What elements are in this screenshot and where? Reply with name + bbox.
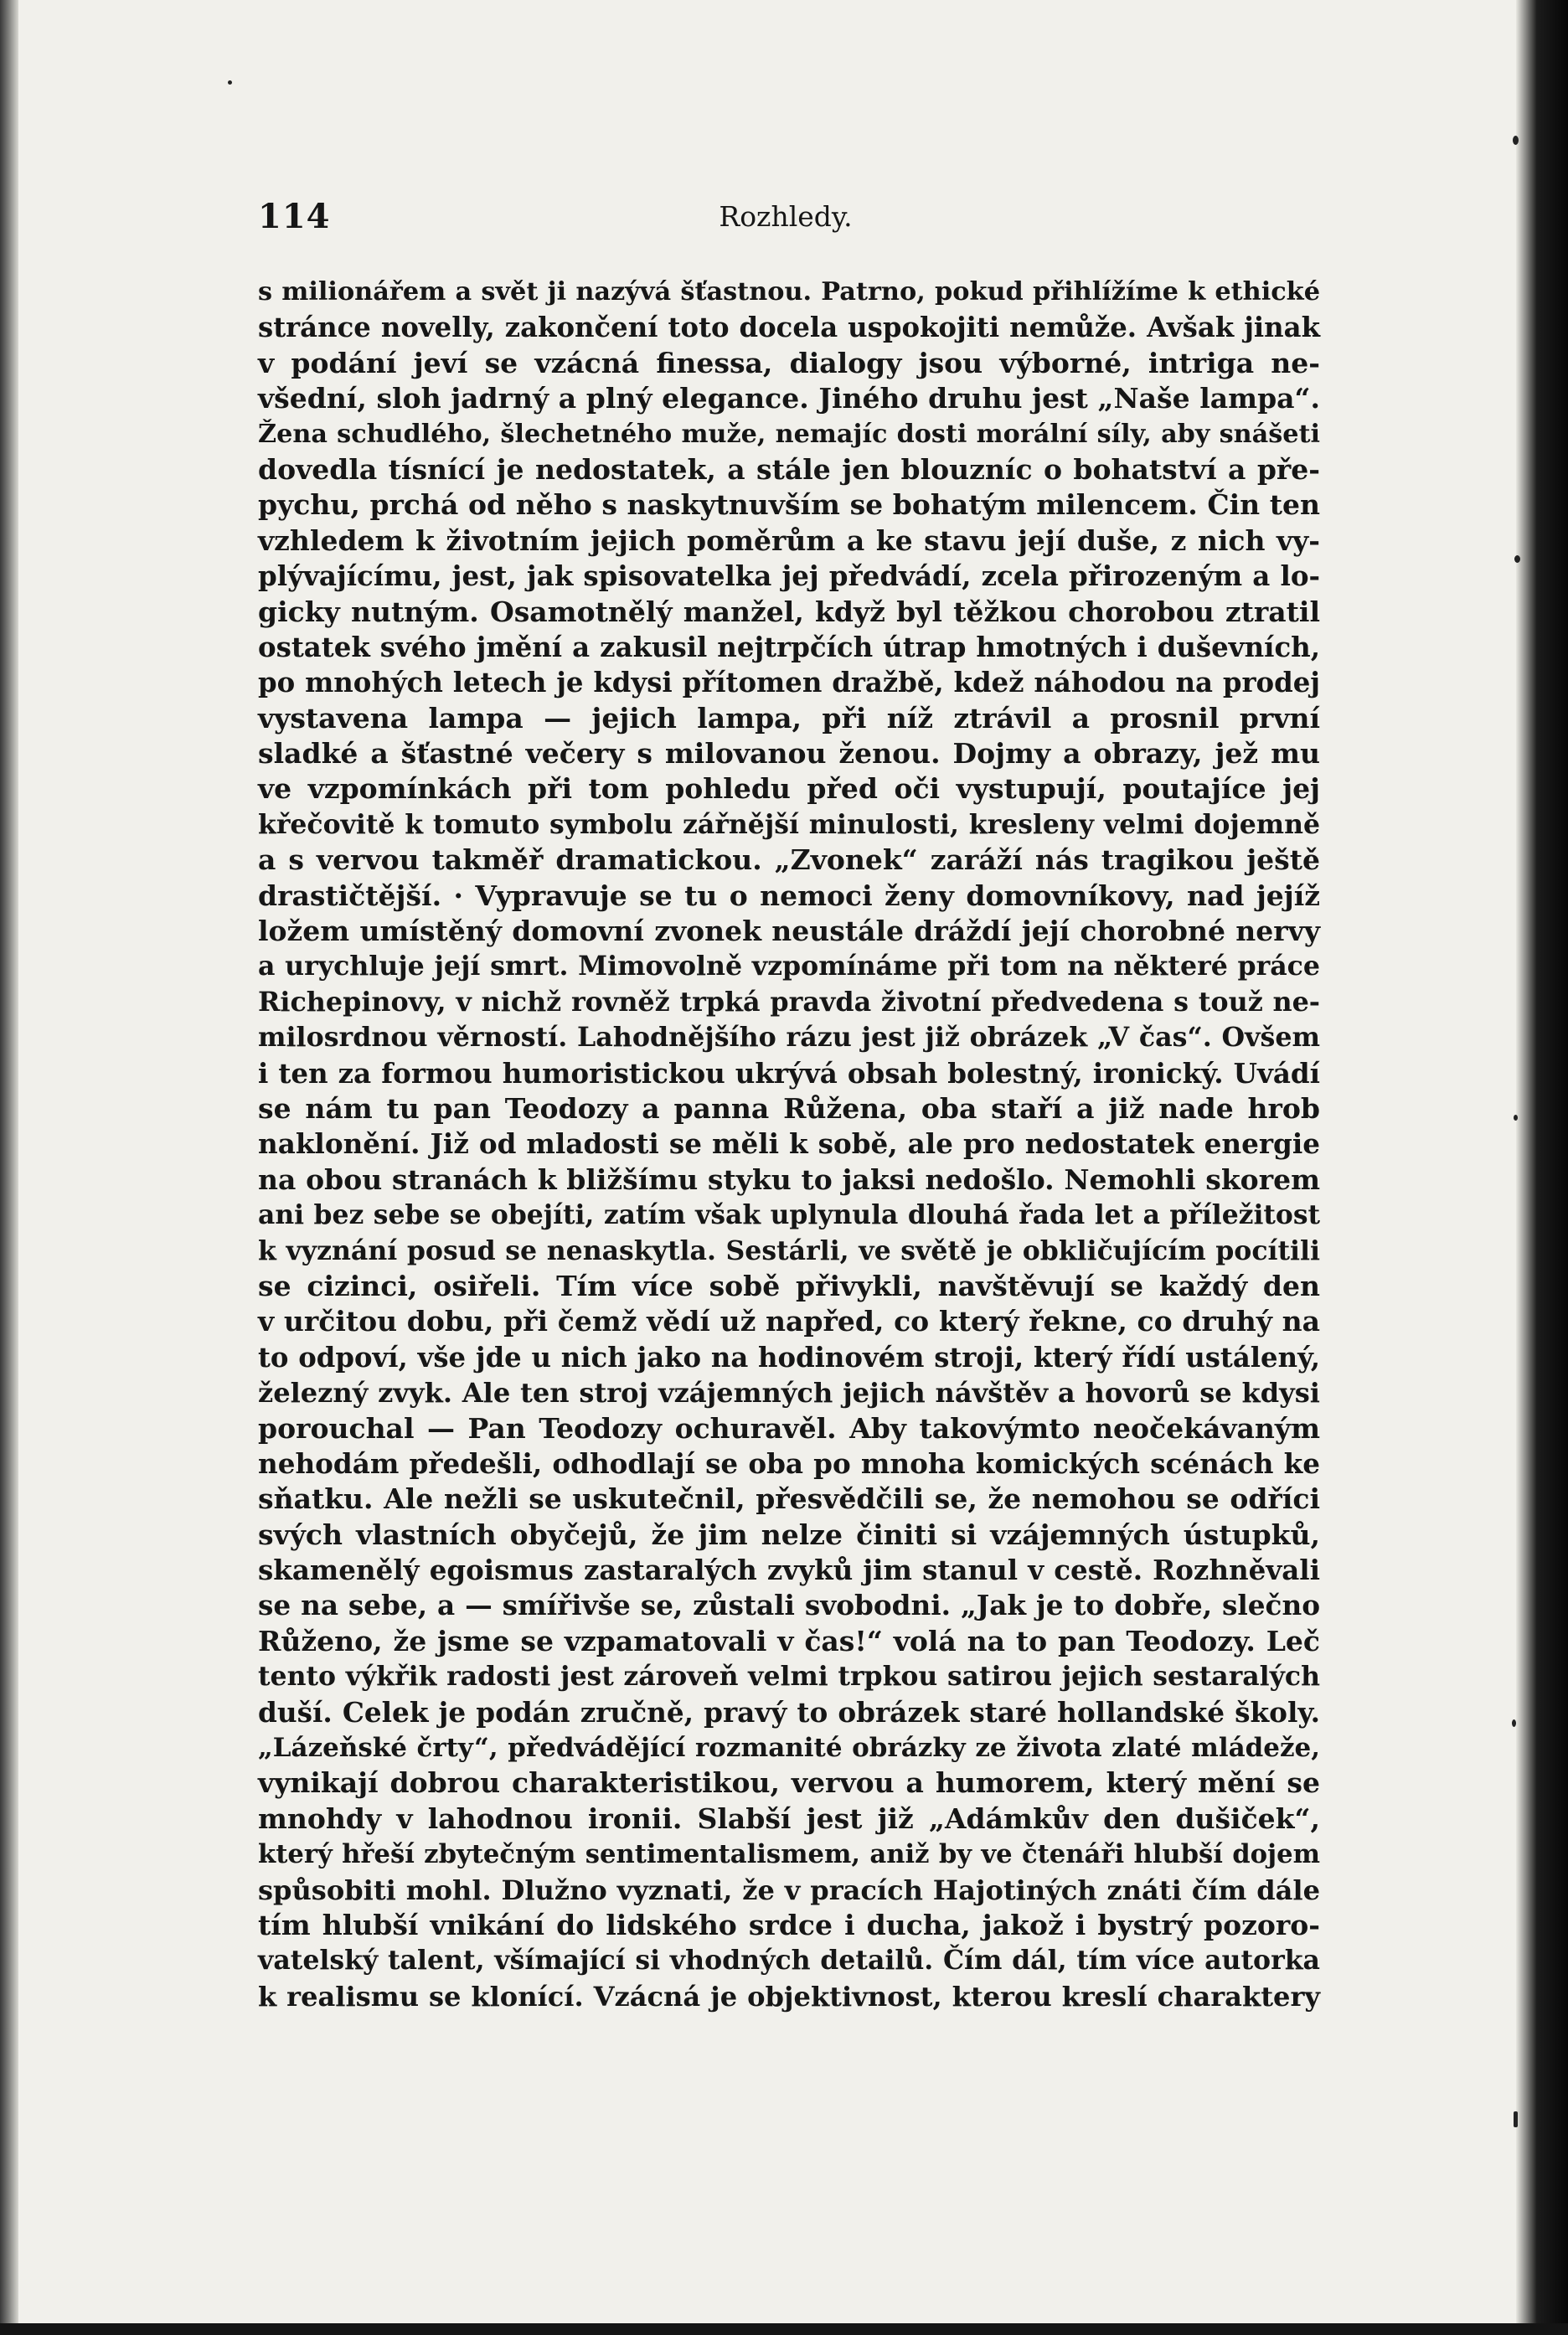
text-line: sňatku. Ale nežli se uskutečnil, přesvědčili se, že nemohou se odříci (258, 1482, 1320, 1516)
text-line: a s vervou takměř dramatickou. „Zvonek“ zaráží nás tragikou ještě (258, 843, 1320, 877)
text-line: ve vzpomínkách při tom pohledu před oči vystupují, poutajíce jej (258, 772, 1320, 806)
running-title: Rozhledy. (719, 200, 853, 233)
text-line: gicky nutným. Osamotnělý manžel, když byl těžkou chorobou ztratil (258, 595, 1320, 628)
text-line: v podání jeví se vzácná finessa, dialogy jsou výborné, intriga ne- (258, 346, 1320, 379)
text-line: tím hlubší vnikání do lidského srdce i ducha, jakož i bystrý pozoro- (258, 1908, 1320, 1941)
text-line: stránce novelly, zakončení toto docela uspokojiti nemůže. Avšak jinak (258, 312, 1320, 344)
text-line: vzhledem k životním jejich poměrům a ke stavu její duše, z nich vy- (258, 523, 1320, 557)
text-line: a urychluje její smrt. Mimovolně vzpomínáme při tom na některé práce (258, 951, 1320, 982)
text-line: vatelský talent, všímající si vhodných detailů. Čím dál, tím více autorka (258, 1945, 1320, 1977)
scan-right-edge (1516, 0, 1568, 2335)
text-line: to odpoví, vše jde u nich jako na hodinovém stroji, který řídí ustálený, (258, 1341, 1320, 1374)
text-line: vystavena lampa — jejich lampa, při níž ztrávil a prosnil první (258, 701, 1320, 735)
text-line: dovedla tísnící je nedostatek, a stále jen blouzníc o bohatství a pře- (258, 452, 1320, 486)
body-text (258, 275, 1320, 2014)
text-line: se na sebe, a — smířivše se, zůstali svobodni. „Jak je to dobře, slečno (258, 1589, 1320, 1622)
scan-left-edge (0, 0, 18, 2335)
text-line: porouchal — Pan Teodozy ochuravěl. Aby takovýmto neočekávaným (258, 1411, 1320, 1445)
text-line: s milionářem a svět ji nazývá šťastnou. Patrno, pokud přihlížíme k ethické (258, 277, 1320, 307)
text-line: svých vlastních obyčejů, že jim nelze činiti si vzájemných ústupků, (258, 1518, 1320, 1551)
text-line: se nám tu pan Teodozy a panna Růžena, oba staří a již nade hrob (258, 1091, 1320, 1125)
text-line: spůsobiti mohl. Dlužno vyznati, že v pracích Hajotiných znáti čím dále (258, 1874, 1320, 1906)
text-line: nehodám předešli, odhodlají se oba po mnoha komických scénách ke (258, 1446, 1320, 1480)
page-number: 114 (258, 197, 331, 236)
text-line: Růženo, že jsme se vzpamatovali v čas!“ volá na to pan Teodozy. Leč (258, 1624, 1320, 1657)
text-line: skamenělý egoismus zastaralých zvyků jim stanul v cestě. Rozhněvali (258, 1554, 1320, 1587)
text-line: Žena schudlého, šlechetného muže, nemajíc dosti morální síly, aby snášeti (258, 419, 1320, 449)
text-line: naklonění. Již od mladosti se měli k sobě, ale pro nedostatek energie (258, 1127, 1320, 1161)
scan-speck (228, 80, 232, 85)
scan-speck (1514, 555, 1520, 563)
scan-speck (1512, 1719, 1516, 1727)
text-line: sladké a šťastné večery s milovanou ženou. Dojmy a obrazy, jež mu (258, 737, 1320, 771)
text-line: v určitou dobu, při čemž vědí už napřed, co který řekne, co druhý na (258, 1305, 1320, 1338)
text-line: ani bez sebe se obejíti, zatím však uplynula dlouhá řada let a příležitost (258, 1200, 1320, 1231)
text-line: milosrdnou věrností. Lahodnějšího rázu jest již obrázek „V čas“. Ovšem (258, 1022, 1320, 1054)
page-header (258, 197, 1313, 239)
text-line: na obou stranách k bližšímu styku to jaksi nedošlo. Nemohli skorem (258, 1162, 1320, 1196)
text-line: drastičtější. · Vypravuje se tu o nemoci ženy domovníkovy, nad jejíž (258, 879, 1320, 912)
text-line: pychu, prchá od něho s naskytnuvším se bohatým milencem. Čin ten (258, 488, 1320, 522)
scan-speck (1513, 136, 1519, 145)
text-line: i ten za formou humoristickou ukrývá obsah bolestný, ironický. Uvádí (258, 1056, 1320, 1090)
text-line: vynikají dobrou charakteristikou, vervou a humorem, který mění se (258, 1766, 1320, 1800)
text-line: ostatek svého jmění a zakusil nejtrpčích útrap hmotných i duševních, (258, 631, 1320, 663)
text-line: k realismu se klonící. Vzácná je objektivnost, kterou kreslí charaktery (258, 1980, 1320, 2013)
text-line: Richepinovy, v nichž rovněž trpká pravda životní předvedena s touž ne- (258, 986, 1320, 1018)
text-line: k vyznání posud se nenaskytla. Sestárli, ve světě je obkličujícím pocítili (258, 1235, 1320, 1266)
text-line: tento výkřik radosti jest zároveň velmi trpkou satirou jejich sestaralých (258, 1661, 1320, 1693)
text-line: který hřeší zbytečným sentimentalismem, aniž by ve čtenáři hlubší dojem (258, 1839, 1320, 1870)
text-line: se cizinci, osiřeli. Tím více sobě přivykli, navštěvují se každý den (258, 1269, 1320, 1302)
scan-speck (1514, 2111, 1518, 2127)
scan-speck (1514, 1115, 1518, 1121)
text-line: ložem umístěný domovní zvonek neustále dráždí její chorobné nervy (258, 915, 1320, 948)
text-line: plývajícímu, jest, jak spisovatelka jej předvádí, zcela přirozeným a lo- (258, 559, 1320, 593)
text-line: křečovitě k tomuto symbolu zářnější minulosti, kresleny velmi dojemně (258, 808, 1320, 840)
text-line: železný zvyk. Ale ten stroj vzájemných jejich návštěv a hovorů se kdysi (258, 1377, 1320, 1410)
text-line: „Lázeňské črty“, předvádějící rozmanité obrázky ze života zlaté mládeže, (258, 1733, 1320, 1764)
text-line: všední, sloh jadrný a plný elegance. Jiného druhu jest „Naše lampa“. (258, 382, 1320, 415)
text-line: po mnohých letech je kdysi přítomen dražbě, kdež náhodou na prodej (258, 667, 1320, 699)
text-line: mnohdy v lahodnou ironii. Slabší jest již „Adámkův den dušiček“, (258, 1802, 1320, 1835)
text-line: duší. Celek je podán zručně, pravý to obrázek staré hollandské školy. (258, 1695, 1320, 1729)
scan-bottom-edge (0, 2323, 1568, 2335)
